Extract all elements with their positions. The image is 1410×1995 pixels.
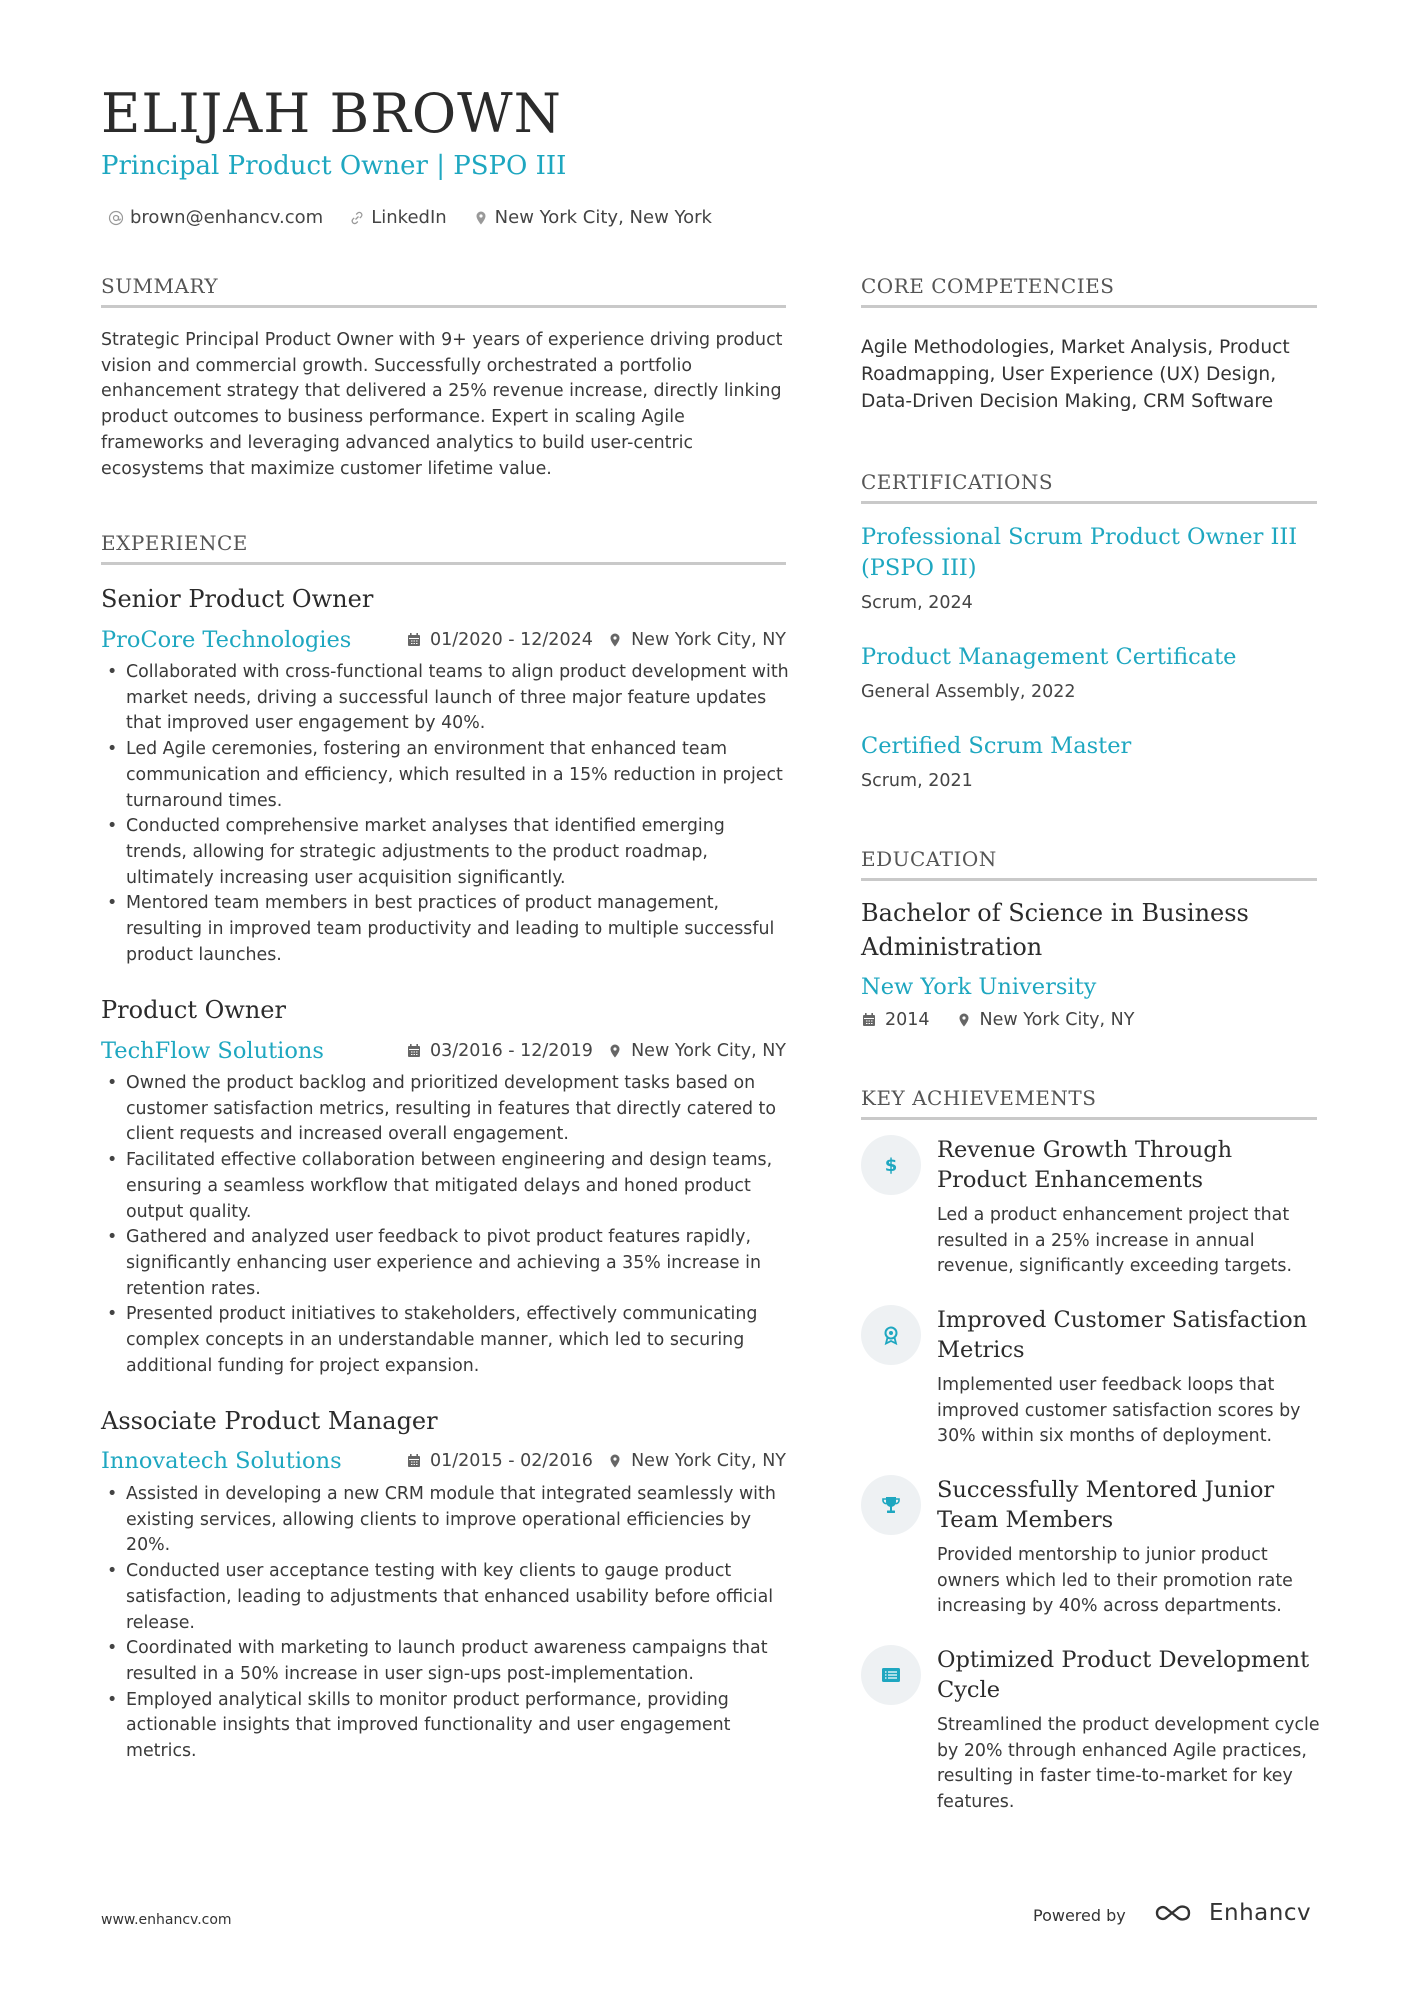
calendar-icon (861, 1012, 877, 1028)
link-icon (349, 210, 365, 226)
achievement-title: Revenue Growth Through Product Enhancements (937, 1137, 1233, 1193)
award-icon (861, 1305, 921, 1365)
brand-name: Enhancv (1209, 1900, 1312, 1926)
job-meta-row (101, 625, 786, 655)
education-meta (861, 1010, 1134, 1030)
cert-title: Professional Scrum Product Owner III (PSPO III) (861, 524, 1298, 581)
list-item: • Coordinated with marketing to launch product awareness campaigns that resulted in a 50% increase in user sign-ups post-implementation. (101, 1636, 791, 1687)
list-item: • Conducted user acceptance testing with key clients to gauge product satisfaction, leading to adjustments that enhanced usability before official release. (101, 1559, 791, 1636)
list-icon (861, 1645, 921, 1705)
location-pin-icon (956, 1012, 972, 1028)
list-item: • Collaborated with cross-functional teams to align product development with market needs, driving a successful launch of three major feature updates that improved user engagement by 40%. (101, 660, 791, 737)
job-location (607, 629, 786, 651)
company-name: Innovatech Solutions (101, 1448, 342, 1474)
competencies-text: Agile Methodologies, Market Analysis, Product Roadmapping, User Experience (UX) Design, Data-Driven Decision Making, CRM Software (861, 337, 1290, 412)
summary-heading: SUMMARY (101, 273, 786, 308)
dollar-icon (861, 1135, 921, 1195)
job-title: Associate Product Manager (101, 1407, 438, 1435)
list-item: • Conducted comprehensive market analyses that identified emerging trends, allowing for strategic adjustments to the product roadmap, ultimately increasing user acquisition significantly. (101, 814, 791, 891)
footer-url[interactable]: www.enhancv.com (101, 1912, 232, 1928)
degree-title: Bachelor of Science in Business Administration (861, 899, 1249, 961)
candidate-title: Principal Product Owner | PSPO III (101, 151, 567, 181)
contact-linkedin[interactable] (349, 205, 446, 231)
job-bullets (101, 660, 791, 968)
education-heading: EDUCATION (861, 846, 1317, 881)
enhancv-logo[interactable] (1153, 1898, 1311, 1928)
linkedin-text: LinkedIn (371, 207, 447, 228)
competencies-heading: CORE COMPETENCIES (861, 273, 1317, 308)
calendar-icon (406, 1453, 422, 1469)
calendar-icon (406, 1043, 422, 1059)
list-item: • Presented product initiatives to stakeholders, effectively communicating complex concepts in an understandable manner, which led to securing additional funding for project expansion. (101, 1302, 791, 1379)
job-title: Product Owner (101, 996, 286, 1024)
location-text: New York City, NY (979, 1010, 1135, 1030)
job-title: Senior Product Owner (101, 585, 374, 613)
infinity-logo-icon (1153, 1900, 1201, 1926)
achievement-title: Successfully Mentored Junior Team Members (937, 1477, 1275, 1533)
location-text: New York City, NY (631, 630, 786, 650)
cert-issuer: Scrum, 2021 (861, 771, 973, 791)
contact-location (473, 205, 712, 231)
education-year (861, 1010, 930, 1030)
achievements-heading: KEY ACHIEVEMENTS (861, 1085, 1317, 1120)
year-text: 2014 (885, 1010, 930, 1030)
job-bullets (101, 1071, 791, 1379)
location-pin-icon (473, 210, 489, 226)
education-location (956, 1010, 1135, 1030)
contact-row (108, 205, 712, 231)
list-item: • Led Agile ceremonies, fostering an environment that enhanced team communication and efficiency, which resulted in a 15% reduction in project turnaround times. (101, 737, 791, 814)
achievement-title: Improved Customer Satisfaction Metrics (937, 1307, 1308, 1363)
summary-text: Strategic Principal Product Owner with 9+ years of experience driving product vision and commercial growth. Successfully orchestrated a portfolio enhancement strategy that delivered a 25% revenue increase, directly linking product outcomes to business performance. Expert in scaling Agile frameworks and leveraging advanced analytics to build user-centric ecosystems that maximize customer lifetime value. (101, 330, 783, 479)
job-location (607, 1450, 786, 1472)
list-item: • Mentored team members in best practices of product management, resulting in improved team productivity and leading to multiple successful product launches. (101, 891, 791, 968)
company-name: TechFlow Solutions (101, 1038, 324, 1064)
candidate-name: ELIJAH BROWN (101, 82, 562, 145)
dates-text: 01/2020 - 12/2024 (430, 630, 593, 650)
job-dates (406, 1450, 593, 1472)
calendar-icon (406, 632, 422, 648)
achievement-desc: Led a product enhancement project that resulted in a 25% increase in annual revenue, significantly exceeding targets. (937, 1205, 1292, 1277)
job-dates (406, 629, 593, 651)
company-name: ProCore Technologies (101, 627, 352, 653)
experience-heading: EXPERIENCE (101, 530, 786, 565)
achievement-desc: Streamlined the product development cycle by 20% through enhanced Agile practices, resulting in faster time-to-market for key features. (937, 1715, 1320, 1813)
achievement-desc: Implemented user feedback loops that improved customer satisfaction scores by 30% within six months of deployment. (937, 1375, 1301, 1447)
location-text: New York City, NY (631, 1041, 786, 1061)
achievement-title: Optimized Product Development Cycle (937, 1647, 1310, 1703)
certifications-heading: CERTIFICATIONS (861, 469, 1317, 504)
job-bullets (101, 1482, 791, 1765)
email-text: brown@enhancv.com (130, 207, 324, 228)
dates-text: 01/2015 - 02/2016 (430, 1451, 593, 1471)
cert-issuer: General Assembly, 2022 (861, 682, 1076, 702)
achievement-desc: Provided mentorship to junior product owners which led to their promotion rate increasing by 40% across departments. (937, 1545, 1293, 1617)
school-name: New York University (861, 974, 1097, 1000)
location-pin-icon (607, 1043, 623, 1059)
list-item: • Owned the product backlog and prioritized development tasks based on customer satisfaction metrics, resulting in features that directly catered to client requests and increased overall engagement. (101, 1071, 791, 1148)
list-item: • Assisted in developing a new CRM module that integrated seamlessly with existing services, allowing clients to improve operational efficiencies by 20%. (101, 1482, 791, 1559)
dates-text: 03/2016 - 12/2019 (430, 1041, 593, 1061)
at-icon (108, 210, 124, 226)
job-meta-row (101, 1036, 786, 1066)
contact-email[interactable] (108, 205, 323, 231)
powered-by-label: Powered by (1033, 1906, 1126, 1925)
location-text: New York City, New York (494, 207, 712, 228)
trophy-icon (861, 1475, 921, 1535)
cert-title: Certified Scrum Master (861, 733, 1132, 759)
svg-text:$: $ (884, 1155, 898, 1176)
list-item: • Employed analytical skills to monitor product performance, providing actionable insights that improved functionality and user engagement metrics. (101, 1688, 791, 1765)
job-dates (406, 1040, 593, 1062)
job-meta-row (101, 1446, 786, 1476)
location-pin-icon (607, 632, 623, 648)
job-location (607, 1040, 786, 1062)
cert-title: Product Management Certificate (861, 644, 1237, 670)
list-item: • Gathered and analyzed user feedback to pivot product features rapidly, significantly enhancing user experience and achieving a 35% increase in retention rates. (101, 1225, 791, 1302)
list-item: • Facilitated effective collaboration between engineering and design teams, ensuring a seamless workflow that mitigated delays and honed product output quality. (101, 1148, 791, 1225)
cert-issuer: Scrum, 2024 (861, 593, 973, 613)
location-pin-icon (607, 1453, 623, 1469)
location-text: New York City, NY (631, 1451, 786, 1471)
